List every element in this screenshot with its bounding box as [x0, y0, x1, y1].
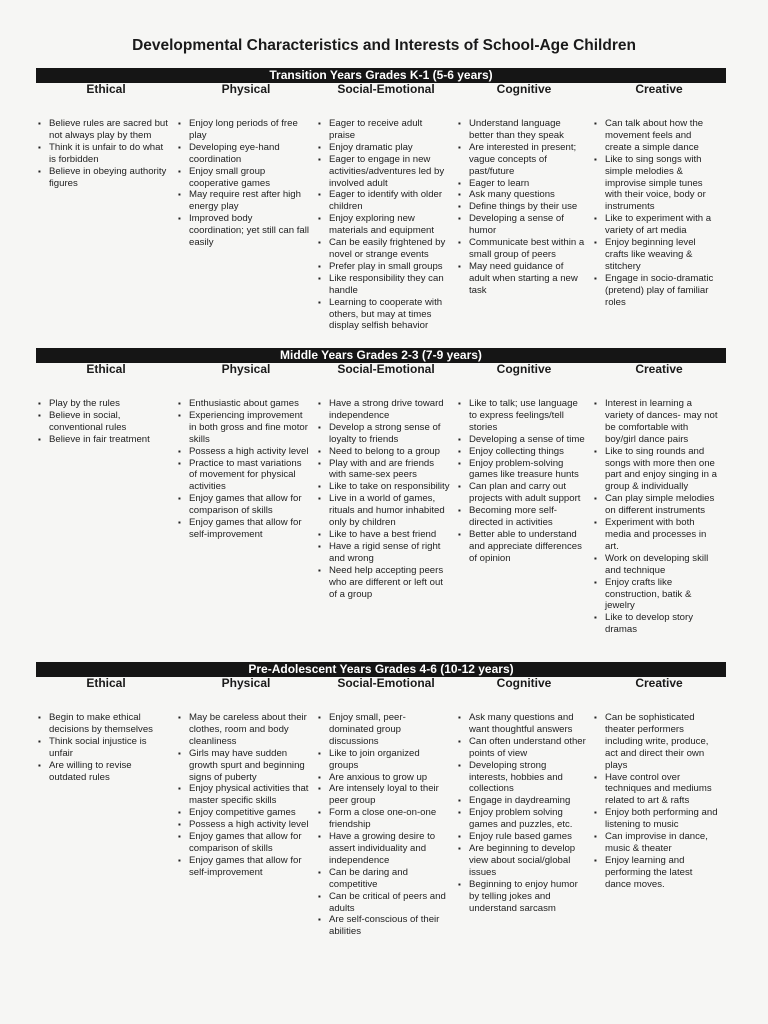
list-item: ▪ Develop a strong sense of loyalty to friends — [316, 422, 450, 446]
list-item: ▪ Are beginning to develop view about social/global issues — [456, 843, 586, 879]
list-item: ▪ Have a strong drive toward independence — [316, 398, 450, 422]
list-item: ▪ Think social injustice is unfair — [36, 736, 170, 760]
list-item: ▪ May be careless about their clothes, room and body cleanliness — [176, 712, 310, 748]
list-item: ▪ Are self-conscious of their abilities — [316, 914, 450, 938]
list-item: ▪ Can often understand other points of view — [456, 736, 586, 760]
column-ethical — [36, 398, 176, 636]
list-item: ▪ Experiencing improvement in both gross and fine motor skills — [176, 410, 310, 446]
list-item: ▪ Are intensely loyal to their peer group — [316, 783, 450, 807]
list-item: ▪ Like to talk; use language to express feelings/tell stories — [456, 398, 586, 434]
column-cognitive — [456, 398, 592, 636]
list-item: ▪ Can be easily frightened by novel or strange events — [316, 237, 450, 261]
list-item: ▪ Experiment with both media and processes in art. — [592, 517, 720, 553]
list-item: ▪ Learning to cooperate with others, but may at times display selfish behavior — [316, 297, 450, 333]
list-item: ▪ Enjoy rule based games — [456, 831, 586, 843]
list-item: ▪ Developing a sense of humor — [456, 213, 586, 237]
column-headers — [36, 677, 726, 692]
list-item: ▪ Believe in social, conventional rules — [36, 410, 170, 434]
list-item: ▪ Believe in obeying authority figures — [36, 166, 170, 190]
list-item: ▪ Enjoy crafts like construction, batik & jewelry — [592, 577, 720, 613]
column-cognitive — [456, 118, 592, 332]
list-item: ▪ Like to have a best friend — [316, 529, 450, 541]
header-physical: Physical — [221, 676, 271, 690]
list-item: ▪ Enjoy dramatic play — [316, 142, 450, 154]
list-item: ▪ Can be sophisticated theater performers including write, produce, act and direct their own plays — [592, 712, 720, 772]
list-item: ▪ Developing strong interests, hobbies and collections — [456, 760, 586, 796]
list-item: ▪ Ask many questions — [456, 189, 586, 201]
list-item: ▪ Enjoy small, peer-dominated group discussions — [316, 712, 450, 748]
header-cognitive: Cognitive — [496, 362, 552, 376]
header-social-emotional: Social-Emotional — [337, 362, 435, 376]
list-item: ▪ Possess a high activity level — [176, 446, 310, 458]
column-social-emotional — [316, 398, 456, 636]
column-physical — [176, 118, 316, 332]
section-transition-years — [36, 68, 726, 332]
column-creative — [592, 712, 726, 938]
section-band: Middle Years Grades 2-3 (7-9 years) — [36, 348, 726, 363]
list-item: ▪ Need to belong to a group — [316, 446, 450, 458]
list-item: ▪ Prefer play in small groups — [316, 261, 450, 273]
list-item: ▪ May require rest after high energy play — [176, 189, 310, 213]
column-headers — [36, 83, 726, 98]
list-item: ▪ Enjoy small group cooperative games — [176, 166, 310, 190]
page-title: Developmental Characteristics and Interests of School-Age Children — [132, 37, 636, 54]
list-item: ▪ Have a rigid sense of right and wrong — [316, 541, 450, 565]
list-item: ▪ Like to experiment with a variety of art media — [592, 213, 720, 237]
list-item: ▪ Communicate best within a small group of peers — [456, 237, 586, 261]
header-ethical: Ethical — [86, 676, 126, 690]
section-band: Pre-Adolescent Years Grades 4-6 (10-12 years) — [36, 662, 726, 677]
list-item: ▪ Are willing to revise outdated rules — [36, 760, 170, 784]
list-item: ▪ Practice to mast variations of movement for physical activities — [176, 458, 310, 494]
list-item: ▪ Enjoy collecting things — [456, 446, 586, 458]
list-item: ▪ Improved body coordination; yet still can fall easily — [176, 213, 310, 249]
list-item: ▪ Better able to understand and appreciate differences of opinion — [456, 529, 586, 565]
list-item: ▪ Have a growing desire to assert individuality and independence — [316, 831, 450, 867]
list-item: ▪ Can be daring and competitive — [316, 867, 450, 891]
list-item: ▪ Enjoy physical activities that master specific skills — [176, 783, 310, 807]
list-item: ▪ Eager to identify with older children — [316, 189, 450, 213]
list-item: ▪ Girls may have sudden growth spurt and beginning signs of puberty — [176, 748, 310, 784]
list-item: ▪ Enjoy problem-solving games like treasure hunts — [456, 458, 586, 482]
header-physical: Physical — [221, 82, 271, 96]
header-physical: Physical — [221, 362, 271, 376]
list-item: ▪ Enjoy long periods of free play — [176, 118, 310, 142]
header-creative: Creative — [635, 676, 683, 690]
section-pre-adolescent-years — [36, 662, 726, 938]
column-cognitive — [456, 712, 592, 938]
list-item: ▪ Work on developing skill and technique — [592, 553, 720, 577]
list-item: ▪ Can plan and carry out projects with adult support — [456, 481, 586, 505]
section-band: Transition Years Grades K-1 (5-6 years) — [36, 68, 726, 83]
header-ethical: Ethical — [86, 362, 126, 376]
list-item: ▪ Can improvise in dance, music & theater — [592, 831, 720, 855]
header-creative: Creative — [635, 82, 683, 96]
header-cognitive: Cognitive — [496, 676, 552, 690]
list-item: ▪ Enjoy competitive games — [176, 807, 310, 819]
column-social-emotional — [316, 712, 456, 938]
column-ethical — [36, 712, 176, 938]
column-creative — [592, 118, 726, 332]
list-item: ▪ Like to sing songs with simple melodies & improvise simple tunes with their voice, body or instruments — [592, 154, 720, 214]
column-creative — [592, 398, 726, 636]
list-item: ▪ Becoming more self-directed in activities — [456, 505, 586, 529]
list-item: ▪ Define things by their use — [456, 201, 586, 213]
list-item: ▪ Enjoy learning and performing the latest dance moves. — [592, 855, 720, 891]
list-item: ▪ Beginning to enjoy humor by telling jokes and understand sarcasm — [456, 879, 586, 915]
list-item: ▪ May need guidance of adult when starting a new task — [456, 261, 586, 297]
list-item: ▪ Enjoy games that allow for self-improvement — [176, 855, 310, 879]
list-item: ▪ Enjoy beginning level crafts like weaving & stitchery — [592, 237, 720, 273]
header-creative: Creative — [635, 362, 683, 376]
list-item: ▪ Eager to learn — [456, 178, 586, 190]
list-item: ▪ Eager to receive adult praise — [316, 118, 450, 142]
list-item: ▪ Ask many questions and want thoughtful answers — [456, 712, 586, 736]
list-item: ▪ Are interested in present; vague concepts of past/future — [456, 142, 586, 178]
list-item: ▪ Play with and are friends with same-sex peers — [316, 458, 450, 482]
column-social-emotional — [316, 118, 456, 332]
list-item: ▪ Eager to engage in new activities/adventures led by involved adult — [316, 154, 450, 190]
header-social-emotional: Social-Emotional — [337, 82, 435, 96]
list-item: ▪ Like to sing rounds and songs with more then one part and enjoy singing in a group & individually — [592, 446, 720, 494]
list-item: ▪ Enjoy exploring new materials and equipment — [316, 213, 450, 237]
list-item: ▪ Are anxious to grow up — [316, 772, 450, 784]
list-item: ▪ Need help accepting peers who are different or left out of a group — [316, 565, 450, 601]
list-item: ▪ Believe rules are sacred but not always play by them — [36, 118, 170, 142]
header-social-emotional: Social-Emotional — [337, 676, 435, 690]
list-item: ▪ Believe in fair treatment — [36, 434, 170, 446]
list-item: ▪ Enjoy games that allow for comparison of skills — [176, 831, 310, 855]
list-item: ▪ Enjoy games that allow for self-improvement — [176, 517, 310, 541]
column-physical — [176, 712, 316, 938]
column-physical — [176, 398, 316, 636]
list-item: ▪ Like to take on responsibility — [316, 481, 450, 493]
list-item: ▪ Like to develop story dramas — [592, 612, 720, 636]
list-item: ▪ Live in a world of games, rituals and humor inhabited only by children — [316, 493, 450, 529]
list-item: ▪ Developing eye-hand coordination — [176, 142, 310, 166]
list-item: ▪ Engage in socio-dramatic (pretend) play of familiar roles — [592, 273, 720, 309]
column-headers — [36, 363, 726, 378]
column-ethical — [36, 118, 176, 332]
list-item: ▪ Possess a high activity level — [176, 819, 310, 831]
list-item: ▪ Can talk about how the movement feels and create a simple dance — [592, 118, 720, 154]
section-middle-years — [36, 348, 726, 636]
list-item: ▪ Enjoy both performing and listening to music — [592, 807, 720, 831]
list-item: ▪ Engage in daydreaming — [456, 795, 586, 807]
list-item: ▪ Like to join organized groups — [316, 748, 450, 772]
list-item: ▪ Interest in learning a variety of dances- may not be comfortable with boy/girl dance pairs — [592, 398, 720, 446]
header-ethical: Ethical — [86, 82, 126, 96]
list-item: ▪ Like responsibility they can handle — [316, 273, 450, 297]
header-cognitive: Cognitive — [496, 82, 552, 96]
list-item: ▪ Begin to make ethical decisions by themselves — [36, 712, 170, 736]
list-item: ▪ Have control over techniques and mediums related to art & rafts — [592, 772, 720, 808]
list-item: ▪ Think it is unfair to do what is forbidden — [36, 142, 170, 166]
list-item: ▪ Enthusiastic about games — [176, 398, 310, 410]
list-item: ▪ Enjoy problem solving games and puzzles, etc. — [456, 807, 586, 831]
list-item: ▪ Developing a sense of time — [456, 434, 586, 446]
list-item: ▪ Understand language better than they speak — [456, 118, 586, 142]
list-item: ▪ Can play simple melodies on different instruments — [592, 493, 720, 517]
list-item: ▪ Can be critical of peers and adults — [316, 891, 450, 915]
list-item: ▪ Enjoy games that allow for comparison of skills — [176, 493, 310, 517]
list-item: ▪ Form a close one-on-one friendship — [316, 807, 450, 831]
list-item: ▪ Play by the rules — [36, 398, 170, 410]
